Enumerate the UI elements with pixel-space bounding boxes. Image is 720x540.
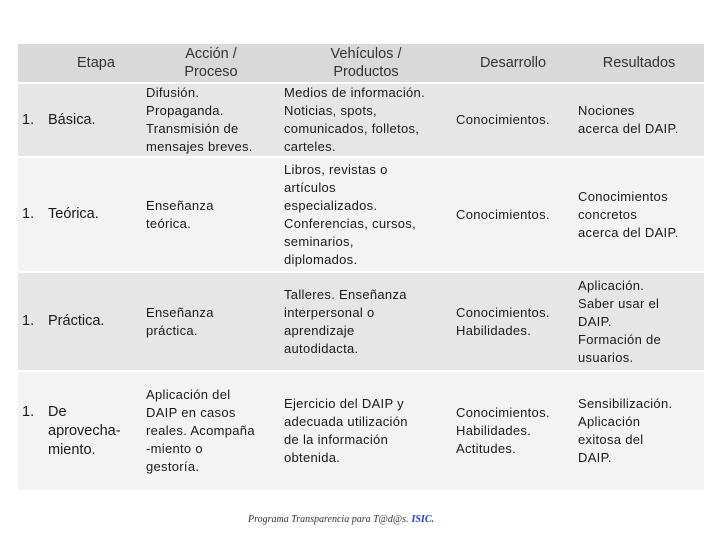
stages-table [18,44,704,490]
row-2-vehiculos [280,158,452,273]
text-line: práctica. [146,322,198,338]
text-line: aprendizaje [284,322,355,338]
row-4-vehiculos [280,372,452,490]
header-desarrollo [452,44,574,84]
text-line: Noticias, spots, [284,103,377,118]
text-line: Conferencias, cursos, [284,215,417,231]
text-line: Actitudes. [456,441,517,456]
row-4-desarrollo [452,372,574,490]
row-2-etapa [18,158,142,273]
text-line: exitosa del [578,432,644,447]
row-1-desarrollo [452,84,574,158]
text-line: Habilidades. [456,423,532,438]
header-etapa [18,44,142,84]
header-resultados [574,44,704,84]
text-line: DAIP en casos [146,405,236,420]
row-3-desarrollo [452,273,574,372]
stage-label: De [48,403,67,420]
text-line: Aplicación. [578,277,645,293]
row-2-resultados [574,158,704,273]
row-1-etapa [18,84,142,158]
row-1-resultados [574,84,704,158]
row-number: 1. [22,206,35,222]
text-line: autodidacta. [284,340,359,356]
header-accion-line: Proceso [184,64,238,80]
text-line: DAIP. [578,313,612,329]
footer-credit [248,514,434,525]
text-line: Aplicación [578,414,641,429]
text-line: carteles. [284,139,336,154]
text-line: artículos [284,179,336,195]
text-line: Conocimientos [578,188,668,204]
row-3-accion [142,273,280,372]
text-line: Conocimientos. [456,206,550,222]
row-number: 1. [22,111,35,128]
stage-label: miento. [48,441,96,458]
text-line: Transmisión de [146,121,239,136]
text-line: acerca del DAIP. [578,224,679,240]
row-3-vehiculos [280,273,452,372]
text-line: interpersonal o [284,304,375,320]
text-line: Sensibilización. [578,396,673,411]
text-line: Propaganda. [146,103,224,118]
header-etapa-label: Etapa [77,55,115,71]
header-desarrollo-label: Desarrollo [479,55,547,71]
text-line: Conocimientos. [456,112,550,127]
text-line: Nociones [578,103,635,118]
row-2-accion [142,158,280,273]
text-line: de la información [284,432,389,447]
footer-brand: ISIC. [411,514,434,525]
stage-label: Práctica. [48,313,105,329]
text-line: obtenida. [284,450,341,465]
text-line: Conocimientos. [456,405,550,420]
row-4-resultados [574,372,704,490]
text-line: usuarios. [578,349,634,365]
text-line: Saber usar el [578,295,660,311]
text-line: Libros, revistas o [284,161,388,177]
text-line: Ejercicio del DAIP y [284,396,404,411]
text-line: concretos [578,206,638,222]
header-resultados-label: Resultados [602,55,676,71]
text-line: Aplicación del [146,387,231,402]
row-1-accion [142,84,280,158]
header-accion-line: Acción / [185,46,237,62]
text-line: Habilidades. [456,322,532,338]
text-line: gestoría. [146,459,200,474]
text-line: -miento o [146,441,203,456]
row-number: 1. [22,313,35,329]
text-line: Medios de información. [284,85,425,100]
text-line: Difusión. [146,85,200,100]
header-vehiculos-line: Productos [333,64,399,80]
row-3-etapa [18,273,142,372]
text-line: seminarios, [284,233,354,249]
text-line: reales. Acompaña [146,423,255,438]
text-line: Formación de [578,331,662,347]
text-line: mensajes breves. [146,139,253,154]
text-line: Talleres. Enseñanza [284,286,407,302]
text-line: comunicados, folletos, [284,121,420,136]
header-accion [142,44,280,84]
row-3-resultados [574,273,704,372]
header-vehiculos-line: Vehículos / [330,46,402,62]
text-line: Enseñanza [146,197,214,213]
row-1-vehiculos [280,84,452,158]
row-4-etapa [18,372,142,490]
row-4-accion [142,372,280,490]
text-line: teórica. [146,215,192,231]
text-line: adecuada utilización [284,414,408,429]
row-number: 1. [22,403,35,420]
text-line: diplomados. [284,251,358,267]
text-line: acerca del DAIP. [578,121,679,136]
text-line: DAIP. [578,450,612,465]
text-line: Conocimientos. [456,304,550,320]
stage-label: aprovecha- [48,422,121,439]
stage-label: Teórica. [48,206,99,222]
header-vehiculos [280,44,452,84]
footer-text: Programa Transparencia para T@d@s. [248,514,409,525]
stage-label: Básica. [48,111,96,128]
text-line: Enseñanza [146,304,214,320]
row-2-desarrollo [452,158,574,273]
text-line: especializados. [284,197,378,213]
